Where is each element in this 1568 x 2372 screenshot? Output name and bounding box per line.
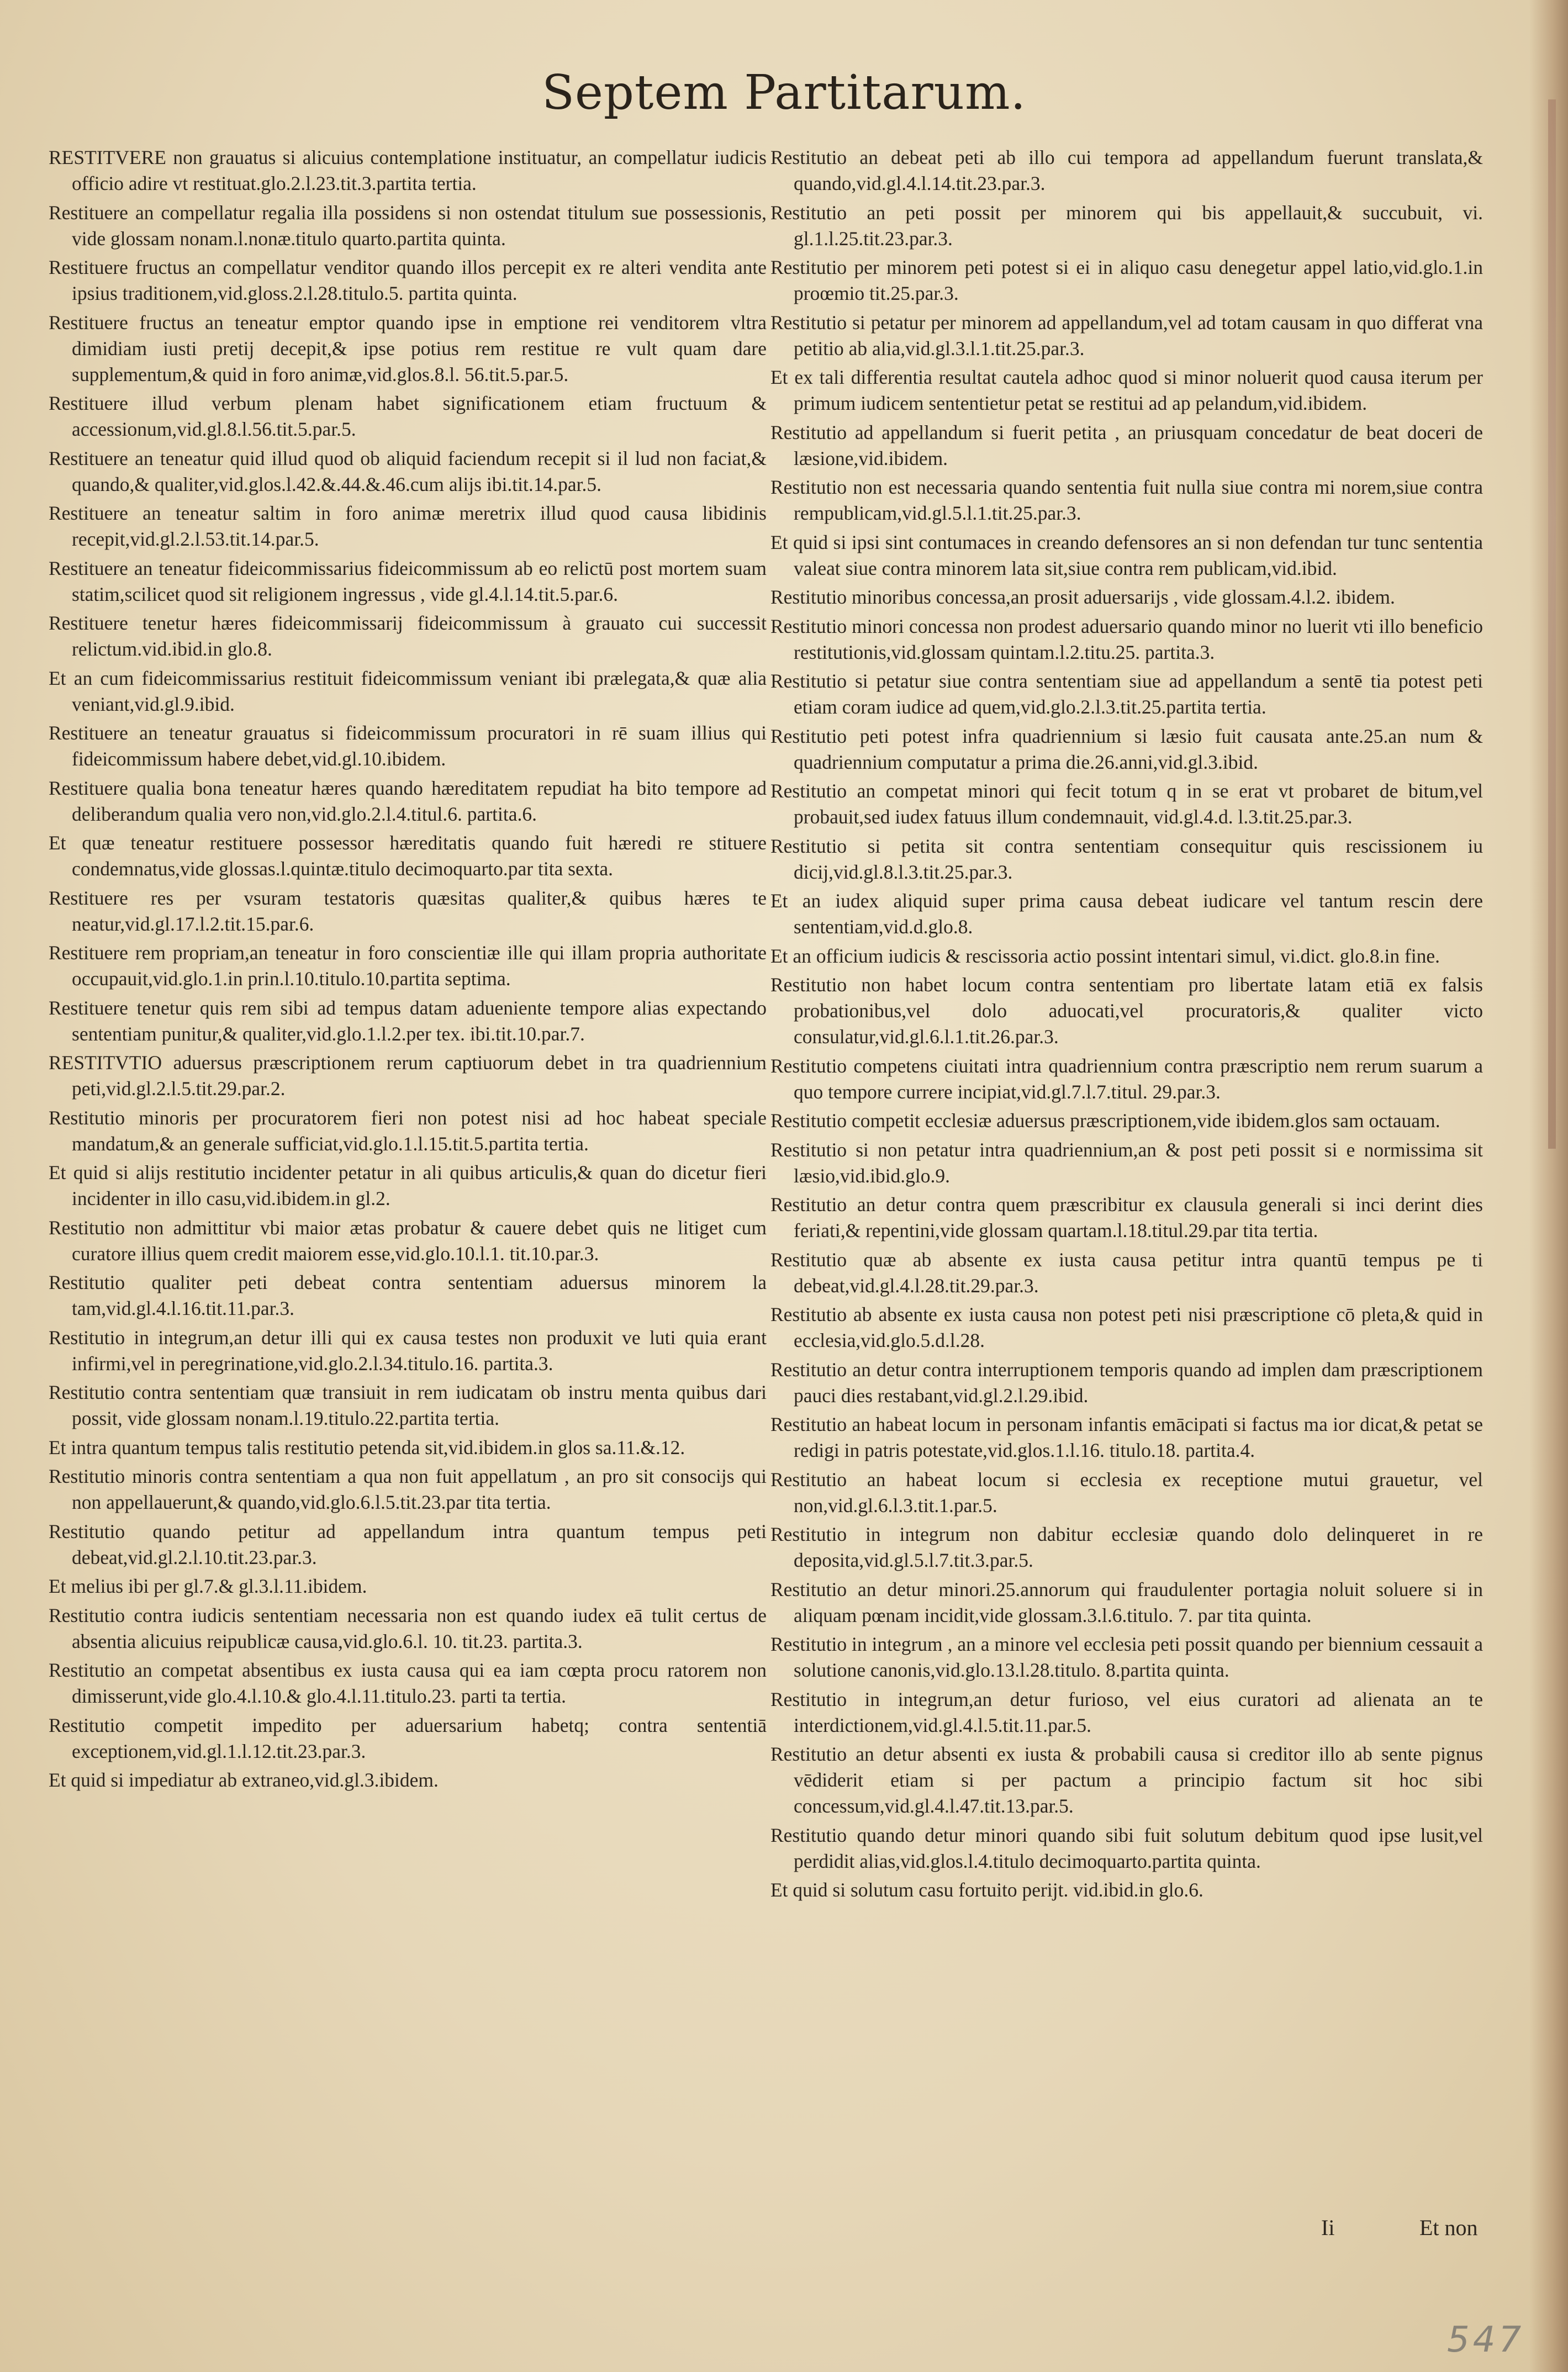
index-entry: Et quæ teneatur restituere possessor hæreditatis quando fuit hæredi re stituere condemnatus,vide glossas.l.quintæ.titulo decimoquarto.par tita sexta. bbox=[49, 832, 767, 880]
index-entry: Restituere tenetur quis rem sibi ad tempus datam adueniente tempore alias expectando sententiam punitur,& qualiter,vid.glo.1.l.2.per tex. ibi.tit.10.par.7. bbox=[49, 996, 767, 1045]
index-entry: Et an iudex aliquid super prima causa debeat iudicare vel tantum rescin dere sententiam,vid.d.glo.8. bbox=[770, 890, 1483, 938]
index-entry: Restitutio per minorem peti potest si ei in aliquo casu denegetur appel latio,vid.glo.1.in proœmio tit.25.par.3. bbox=[770, 256, 1483, 304]
index-entry: Restitutio an habeat locum in personam infantis emācipati si factus ma ior dicat,& petat se redigi in patris potestate,vid.glos.1.l.16. titulo.18. partita.4. bbox=[770, 1413, 1483, 1461]
index-entry: Et melius ibi per gl.7.& gl.3.l.11.ibidem. bbox=[49, 1575, 367, 1597]
index-entry: Restitutio non habet locum contra sententiam pro libertate latam etiā ex falsis probationibus,vel dolo aduocati,vel procuratoris,& qualiter victo consulatur,vid.gl.6.l.1.tit.26.par.3. bbox=[770, 974, 1483, 1048]
index-entry: Restitutio an detur absenti ex iusta & probabili causa si creditor illo ab sente pignus vēdiderit etiam si per pactum a principio factum sit hoc sibi concessum,vid.gl.4.l.47.tit.13.par.5. bbox=[770, 1743, 1483, 1817]
index-entry: Restitutio contra iudicis sententiam necessaria non est quando iudex eā tulit certus de absentia alicuius reipublicæ causa,vid.glo.6.l. 10. tit.23. partita.3. bbox=[49, 1604, 767, 1652]
index-entry: Restitutio in integrum non dabitur ecclesiæ quando dolo delinqueret in re deposita,vid.gl.5.l.7.tit.3.par.5. bbox=[770, 1523, 1483, 1571]
index-entry: Restitutio peti potest infra quadriennium si læsio fuit causata ante.25.an num & quadriennium computatur a prima die.26.anni,vid.gl.3.ibid. bbox=[770, 725, 1483, 773]
index-entry: Restitutio minoris contra sententiam a qua non fuit appellatum , an pro sit consocijs qui non appellauerunt,& quando,vid.glo.6.l.5.tit.23.par tita tertia. bbox=[49, 1465, 767, 1513]
index-entry: Restitutio si petatur siue contra sententiam siue ad appellandum a sentē tia potest peti etiam coram iudice ad quem,vid.glo.2.l.3.tit.25.partita tertia. bbox=[770, 670, 1483, 718]
index-entry: Restitutio ad appellandum si fuerit petita , an priusquam concedatur de beat doceri de læsione,vid.ibidem. bbox=[770, 421, 1483, 469]
page-edge-strip bbox=[1548, 99, 1556, 1149]
index-entry: Restitutio non admittitur vbi maior ætas probatur & cauere debet quis ne litiget cum curatore illius quem credit maiorem esse,vid.glo.10.l.1. tit.10.par.3. bbox=[49, 1216, 767, 1265]
index-entry: Restitutio an competat absentibus ex iusta causa qui ea iam cœpta procu ratorem non dimisserunt,vide glo.4.l.10.& glo.4.l.11.titulo.23. parti ta tertia. bbox=[49, 1659, 767, 1707]
index-entry: Restituere rem propriam,an teneatur in foro conscientiæ ille qui illam propria authoritate occupauit,vid.glo.1.in prin.l.10.titulo.10.partita septima. bbox=[49, 942, 767, 990]
index-entry: Restitutio minori concessa non prodest aduersario quando minor no luerit vti illo beneficio restitutionis,vid.glossam quintam.l.2.titu.25. partita.3. bbox=[770, 615, 1483, 663]
index-entry: Restituere an teneatur fideicommissarius fideicommissum ab eo relictū post mortem suam statim,scilicet quod sit religionem ingressus , vide gl.4.l.14.tit.5.par.6. bbox=[49, 557, 767, 605]
index-entry: Restitutio in integrum , an a minore vel ecclesia peti possit quando per biennium cessauit a solutione canonis,vid.glo.13.l.28.titulo. 8.partita quinta. bbox=[770, 1633, 1483, 1681]
index-entry: Et ex tali differentia resultat cautela adhoc quod si minor noluerit quod causa iterum per primum iudicem sententietur petat se restitui ad ap pelandum,vid.ibidem. bbox=[770, 366, 1483, 414]
index-entry: Restitutio an peti possit per minorem qui bis appellauit,& succubuit, vi. gl.1.l.25.tit.23.par.3. bbox=[770, 201, 1483, 250]
index-entry: Restitutio an detur contra quem præscribitur ex clausula generali si inci derint dies feriati,& repentini,vide glossam quartam.l.18.titul.29.par tita tertia. bbox=[770, 1193, 1483, 1242]
index-entry: Restitutio an detur contra interruptionem temporis quando ad implen dam præscriptionem pauci dies restabant,vid.gl.2.l.29.ibid. bbox=[770, 1358, 1483, 1407]
index-entry: Et quid si impediatur ab extraneo,vid.gl.3.ibidem. bbox=[49, 1769, 439, 1791]
index-entry: Restitutio si petita sit contra sententiam consequitur quis rescissionem iu dicij,vid.gl.8.l.3.tit.25.par.3. bbox=[770, 834, 1483, 883]
index-entry: Et intra quantum tempus talis restitutio petenda sit,vid.ibidem.in glos sa.11.&.12. bbox=[49, 1436, 685, 1459]
index-entry: Restituere an teneatur saltim in foro animæ meretrix illud quod causa libidinis recepit,vid.gl.2.l.53.tit.14.par.5. bbox=[49, 502, 767, 550]
index-entry: Restituere illud verbum plenam habet significationem etiam fructuum & accessionum,vid.gl.8.l.56.tit.5.par.5. bbox=[49, 392, 767, 440]
index-entry: Restitutio an detur minori.25.annorum qui fraudulenter portagia noluit soluere si in aliquam pœnam incidit,vide glossam.3.l.6.titulo. 7. par tita quinta. bbox=[770, 1578, 1483, 1626]
index-entry: Restitutio minoribus concessa,an prosit aduersarijs , vide glossam.4.l.2. ibidem. bbox=[770, 586, 1395, 608]
index-entry: Restitutio minoris per procuratorem fieri non potest nisi ad hoc habeat speciale mandatum,& an generale sufficiat,vid.glo.1.l.15.tit.5.partita tertia. bbox=[49, 1106, 767, 1155]
left-column bbox=[49, 145, 767, 1797]
index-entry: Restitutio quando petitur ad appellandum intra quantum tempus peti debeat,vid.gl.2.l.10.tit.23.par.3. bbox=[49, 1520, 767, 1568]
index-entry: Restitutio non est necessaria quando sententia fuit nulla siue contra mi norem,siue contra rempublicam,vid.gl.5.l.1.tit.25.par.3. bbox=[770, 476, 1483, 524]
index-entry: Restitutio an debeat peti ab illo cui tempora ad appellandum fuerunt translata,& quando,vid.gl.4.l.14.tit.23.par.3. bbox=[770, 146, 1483, 194]
running-header: Septem Partitarum. bbox=[542, 65, 1026, 120]
index-entry: Restitutio an habeat locum si ecclesia ex receptione mutui grauetur, vel non,vid.gl.6.l.3.tit.1.par.5. bbox=[770, 1468, 1483, 1517]
index-entry: Restitutio competit impedito per aduersarium habetq; contra sententiā exceptionem,vid.gl.1.l.12.tit.23.par.3. bbox=[49, 1714, 767, 1762]
index-entry: Restitutio quæ ab absente ex iusta causa petitur intra quantū tempus pe ti debeat,vid.gl.4.l.28.tit.29.par.3. bbox=[770, 1248, 1483, 1297]
index-entry: RESTITVERE non grauatus si alicuius contemplatione instituatur, an compellatur iudicis officio adire vt restituat.glo.2.l.23.tit.3.partita tertia. bbox=[49, 146, 767, 194]
index-entry: Restituere an teneatur grauatus si fideicommissum procuratori in rē suam illius qui fideicommissum habere debet,vid.gl.10.ibidem. bbox=[49, 722, 767, 770]
right-column bbox=[770, 145, 1483, 1906]
index-entry: Restitutio qualiter peti debeat contra sententiam aduersus minorem la tam,vid.gl.4.l.16.tit.11.par.3. bbox=[49, 1271, 767, 1319]
index-entry: Restituere tenetur hæres fideicommissarij fideicommissum à grauato cui successit relictum.vid.ibid.in glo.8. bbox=[49, 612, 767, 660]
index-entry: Restitutio ab absente ex iusta causa non potest peti nisi præscriptione cō pleta,& quid in ecclesia,vid.glo.5.d.l.28. bbox=[770, 1303, 1483, 1351]
index-entry: Restitutio contra sententiam quæ transiuit in rem iudicatam ob instru menta quibus dari possit, vide glossam nonam.l.19.titulo.22.partita tertia. bbox=[49, 1381, 767, 1429]
index-entry: Restitutio quando detur minori quando sibi fuit solutum debitum quod ipse lusit,vel perdidit alias,vid.glos.l.4.titulo decimoquarto.partita quinta. bbox=[770, 1824, 1483, 1872]
index-entry: Restitutio competens ciuitati intra quadriennium contra præscriptio nem rerum suarum a quo tempore currere incipiat,vid.gl.7.l.7.titul. 29.par.3. bbox=[770, 1054, 1483, 1103]
index-entry: Restitutio si petatur per minorem ad appellandum,vel ad totam causam in quo differat vna petitio ab alia,vid.gl.3.l.1.tit.25.par.3. bbox=[770, 311, 1483, 360]
index-entry: RESTITVTIO aduersus præscriptionem rerum captiuorum debet in tra quadriennium peti,vid.gl.2.l.5.tit.29.par.2. bbox=[49, 1052, 767, 1100]
pencil-page-number: 547 bbox=[1447, 2320, 1525, 2360]
index-entry: Restituere fructus an teneatur emptor quando ipse in emptione rei venditorem vltra dimidiam iusti pretij decepit,& ipse potius rem restitue re vult quam dare supplementum,& quid in foro animæ,vid.glos.8.l. 56.tit.5.par.5. bbox=[49, 311, 767, 385]
index-entry: Restitutio in integrum,an detur illi qui ex causa testes non produxit ve luti quia erant infirmi,vel in peregrinatione,vid.glo.2.l.34.titulo.16. partita.3. bbox=[49, 1326, 767, 1375]
index-entry: Et quid si solutum casu fortuito perijt. vid.ibid.in glo.6. bbox=[770, 1879, 1203, 1901]
index-entry: Restitutio in integrum,an detur furioso, vel eius curatori ad alienata an te interdictionem,vid.gl.4.l.5.tit.11.par.5. bbox=[770, 1688, 1483, 1736]
index-entry: Restituere qualia bona teneatur hæres quando hæreditatem repudiat ha bito tempore ad deliberandum qualia vero non,vid.glo.2.l.4.titul.6. partita.6. bbox=[49, 776, 767, 825]
index-entry: Restituere fructus an compellatur venditor quando illos percepit ex re alteri vendita ante ipsius traditionem,vid.gloss.2.l.28.titulo.5. partita quinta. bbox=[49, 256, 767, 304]
index-entry: Et an officium iudicis & rescissoria actio possint intentari simul, vi.dict. glo.8.in fine. bbox=[770, 944, 1440, 967]
index-entry: Restituere res per vsuram testatoris quæsitas qualiter,& quibus hæres te neatur,vid.gl.17.l.2.tit.15.par.6. bbox=[49, 886, 767, 935]
index-entry: Restitutio an competat minori qui fecit totum q in se erat vt probaret de bitum,vel probauit,sed iudex fatuus illum condemnauit, vid.gl.4.d. l.3.tit.25.par.3. bbox=[770, 780, 1483, 828]
signature-mark: Ii bbox=[1321, 2215, 1335, 2240]
index-entry: Restituere an compellatur regalia illa possidens si non ostendat titulum sue possessionis, vide glossam nonam.l.nonæ.titulo quarto.partita quinta. bbox=[49, 201, 767, 250]
catchword: Et non bbox=[1419, 2215, 1478, 2240]
index-entry: Et quid si ipsi sint contumaces in creando defensores an si non defendan tur tunc sententia valeat siue contra minorem lata sit,siue contra rem publicam,vid.ibid. bbox=[770, 531, 1483, 579]
index-entry: Et an cum fideicommissarius restituit fideicommissum veniant ibi prælegata,& quæ alia veniant,vid.gl.9.ibid. bbox=[49, 667, 767, 715]
index-entry: Restituere an teneatur quid illud quod ob aliquid faciendum recepit si il lud non faciat,& quando,& qualiter,vid.glos.l.42.&.44.&.46.cum alijs ibi.tit.14.par.5. bbox=[49, 447, 767, 495]
index-entry: Restitutio si non petatur intra quadriennium,an & post peti possit si e normissima sit læsio,vid.ibid.glo.9. bbox=[770, 1138, 1483, 1187]
index-entry: Restitutio competit ecclesiæ aduersus præscriptionem,vide ibidem.glos sam octauam. bbox=[770, 1110, 1440, 1132]
index-entry: Et quid si alijs restitutio incidenter petatur in ali quibus articulis,& quan do dicetur fieri incidenter in illo casu,vid.ibidem.in gl.2. bbox=[49, 1161, 767, 1209]
